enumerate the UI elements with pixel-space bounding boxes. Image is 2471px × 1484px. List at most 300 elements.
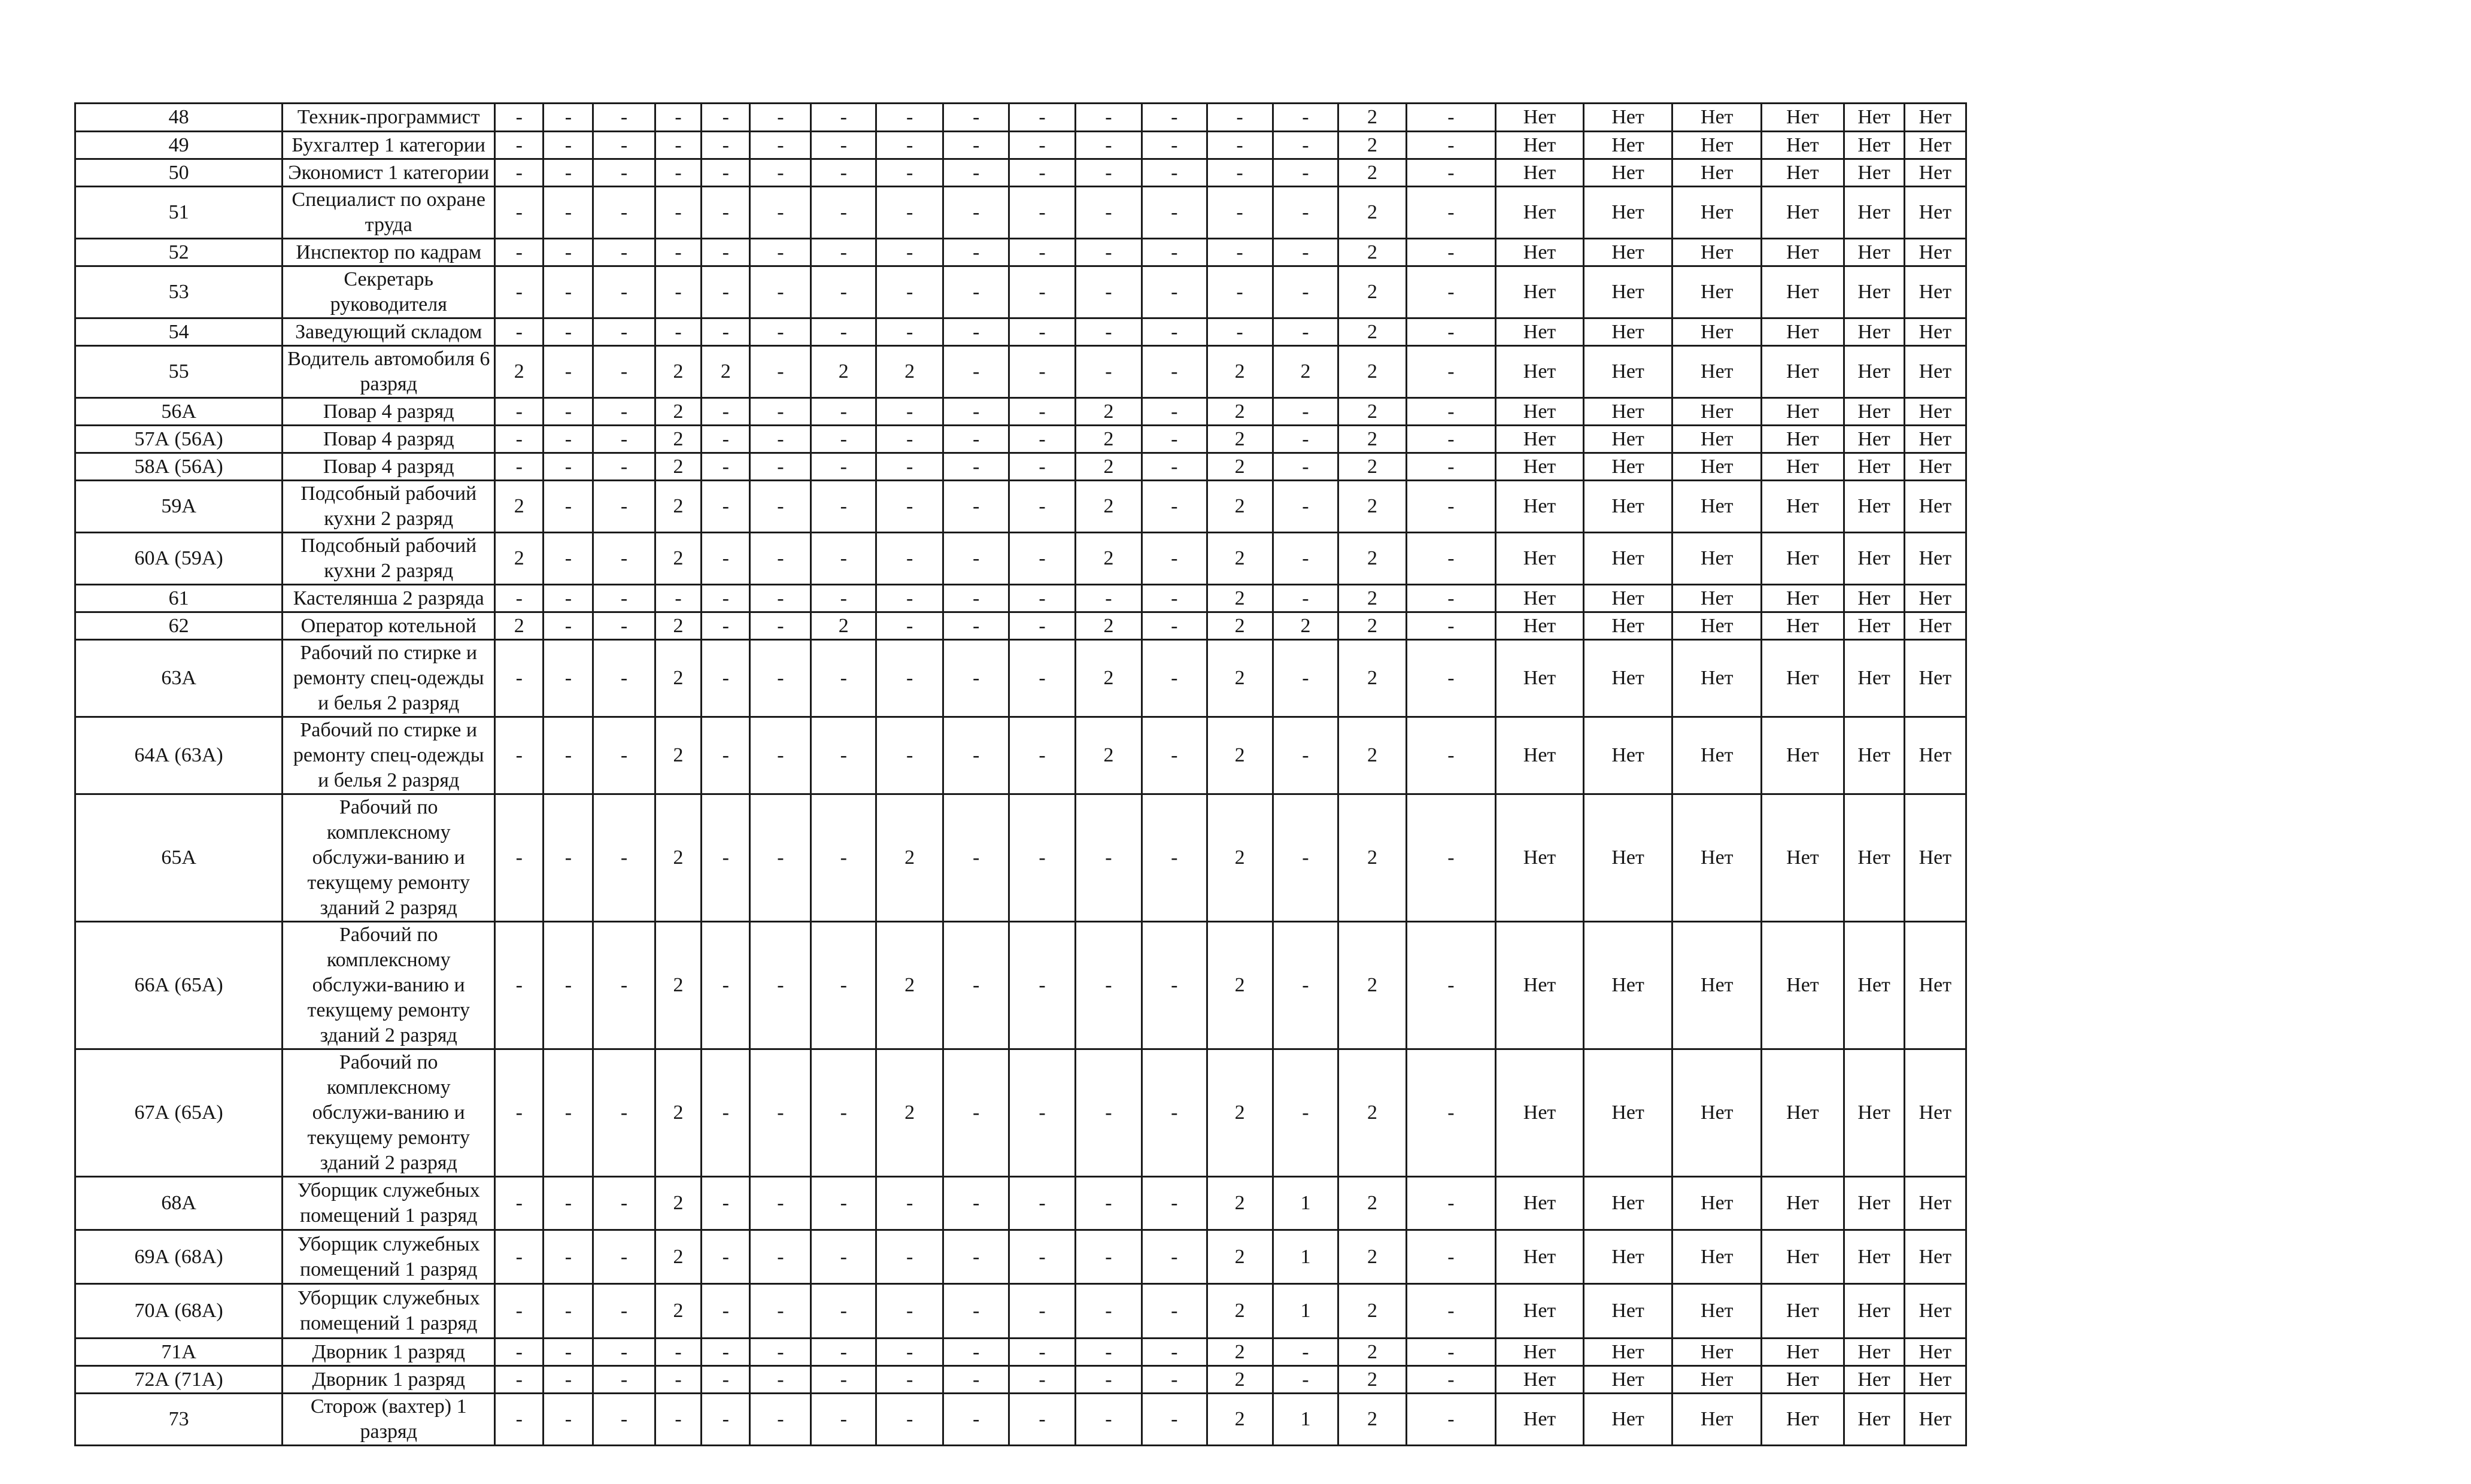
factor-class-cell: - [1207,318,1273,346]
factor-class-cell: - [1406,717,1496,794]
guarantee-cell: Нет [1762,453,1844,481]
guarantee-cell: Нет [1762,266,1844,318]
guarantee-cell: Нет [1762,612,1844,640]
factor-class-cell: 2 [1338,187,1406,239]
factor-class-cell: - [702,159,750,187]
guarantee-cell: Нет [1496,481,1583,533]
guarantee-cell: Нет [1904,426,1966,453]
guarantee-cell: Нет [1844,533,1904,585]
factor-class-cell: - [593,1177,655,1230]
factor-class-cell: 2 [495,612,544,640]
guarantee-cell: Нет [1762,640,1844,717]
guarantee-cell: Нет [1904,398,1966,426]
factor-class-cell: - [1009,717,1076,794]
factor-class-cell: 2 [811,612,876,640]
guarantee-cell: Нет [1672,481,1762,533]
factor-class-cell: - [811,533,876,585]
row-number-cell: 61 [75,585,283,612]
guarantee-cell: Нет [1583,1230,1672,1284]
factor-class-cell: - [876,717,943,794]
factor-class-cell: 2 [655,1049,702,1177]
factor-class-cell: - [1207,132,1273,159]
guarantee-cell: Нет [1844,1284,1904,1339]
guarantee-cell: Нет [1672,612,1762,640]
factor-class-cell: - [750,239,811,266]
factor-class-cell: - [876,1284,943,1339]
factor-class-cell: - [655,1394,702,1446]
guarantee-cell: Нет [1583,266,1672,318]
guarantee-cell: Нет [1904,922,1966,1049]
factor-class-cell: 2 [1338,922,1406,1049]
factor-class-cell: - [943,585,1009,612]
factor-class-cell: - [593,132,655,159]
factor-class-cell: - [1075,585,1142,612]
factor-class-cell: - [943,1339,1009,1366]
factor-class-cell: 2 [1207,1230,1273,1284]
factor-class-cell: - [943,922,1009,1049]
factor-class-cell: - [1075,159,1142,187]
guarantee-cell: Нет [1583,640,1672,717]
factor-class-cell: - [655,239,702,266]
position-name-cell: Рабочий по комплексному обслужи-ванию и текущему ремонту зданий 2 разряд [283,1049,495,1177]
row-number-cell: 60А (59А) [75,533,283,585]
factor-class-cell: - [1207,266,1273,318]
factor-class-cell: - [943,453,1009,481]
factor-class-cell: - [702,266,750,318]
factor-class-cell: - [495,640,544,717]
factor-class-cell: - [1075,1230,1142,1284]
factor-class-cell: - [876,318,943,346]
factor-class-cell: - [876,266,943,318]
factor-class-cell: 2 [1207,1366,1273,1394]
factor-class-cell: - [702,1394,750,1446]
guarantee-cell: Нет [1672,318,1762,346]
row-number-cell: 50 [75,159,283,187]
factor-class-cell: - [593,426,655,453]
factor-class-cell: - [811,187,876,239]
factor-class-cell: - [1075,318,1142,346]
factor-class-cell: - [702,717,750,794]
factor-class-cell: - [702,104,750,132]
factor-class-cell: - [943,318,1009,346]
factor-class-cell: - [1406,585,1496,612]
factor-class-cell: - [876,1177,943,1230]
factor-class-cell: - [1142,794,1207,922]
position-name-cell: Техник-программист [283,104,495,132]
guarantee-cell: Нет [1904,1394,1966,1446]
factor-class-cell: - [876,398,943,426]
factor-class-cell: - [1273,794,1338,922]
factor-class-cell: - [1406,346,1496,398]
guarantee-cell: Нет [1672,1049,1762,1177]
factor-class-cell: - [702,922,750,1049]
factor-class-cell: 2 [1207,426,1273,453]
guarantee-cell: Нет [1672,1284,1762,1339]
guarantee-cell: Нет [1844,426,1904,453]
factor-class-cell: - [943,1230,1009,1284]
factor-class-cell: - [1009,1284,1076,1339]
factor-class-cell: - [702,132,750,159]
row-number-cell: 49 [75,132,283,159]
factor-class-cell: - [655,1339,702,1366]
factor-class-cell: - [1207,104,1273,132]
factor-class-cell: - [495,266,544,318]
guarantee-cell: Нет [1496,794,1583,922]
factor-class-cell: - [1273,640,1338,717]
factor-class-cell: 2 [495,533,544,585]
factor-class-cell: - [544,1284,593,1339]
guarantee-cell: Нет [1583,318,1672,346]
factor-class-cell: - [1406,922,1496,1049]
factor-class-cell: - [593,266,655,318]
position-name-cell: Уборщик служебных помещений 1 разряд [283,1177,495,1230]
factor-class-cell: - [1009,1230,1076,1284]
factor-class-cell: - [593,1049,655,1177]
guarantee-cell: Нет [1904,612,1966,640]
factor-class-cell: 2 [1338,717,1406,794]
factor-class-cell: 2 [1207,717,1273,794]
factor-class-cell: - [1406,794,1496,922]
factor-class-cell: - [1009,640,1076,717]
factor-class-cell: - [544,453,593,481]
guarantee-cell: Нет [1496,318,1583,346]
guarantee-cell: Нет [1583,159,1672,187]
factor-class-cell: - [702,453,750,481]
guarantee-cell: Нет [1672,1230,1762,1284]
factor-class-cell: 2 [655,1177,702,1230]
guarantee-cell: Нет [1904,159,1966,187]
factor-class-cell: - [943,1284,1009,1339]
guarantee-cell: Нет [1583,1049,1672,1177]
factor-class-cell: - [811,318,876,346]
factor-class-cell: - [811,453,876,481]
factor-class-cell: - [943,1394,1009,1446]
factor-class-cell: - [750,717,811,794]
factor-class-cell: - [1142,1230,1207,1284]
factor-class-cell: - [1273,104,1338,132]
guarantee-cell: Нет [1904,717,1966,794]
factor-class-cell: - [943,533,1009,585]
factor-class-cell: - [1406,426,1496,453]
factor-class-cell: - [1273,187,1338,239]
factor-class-cell: - [544,585,593,612]
guarantee-cell: Нет [1762,159,1844,187]
factor-class-cell: - [943,612,1009,640]
factor-class-cell: - [495,922,544,1049]
factor-class-cell: 2 [1075,481,1142,533]
factor-class-cell: 2 [1075,612,1142,640]
factor-class-cell: - [1406,640,1496,717]
table-row [75,612,1966,640]
guarantee-cell: Нет [1762,426,1844,453]
factor-class-cell: - [702,612,750,640]
factor-class-cell: - [593,585,655,612]
factor-class-cell: - [750,453,811,481]
factor-class-cell: - [876,612,943,640]
factor-class-cell: - [1406,132,1496,159]
guarantee-cell: Нет [1904,1230,1966,1284]
factor-class-cell: - [1142,239,1207,266]
factor-class-cell: - [593,612,655,640]
table-row [75,585,1966,612]
factor-class-cell: 2 [1338,1366,1406,1394]
factor-class-cell: - [750,398,811,426]
guarantee-cell: Нет [1672,346,1762,398]
row-number-cell: 72А (71А) [75,1366,283,1394]
factor-class-cell: - [811,922,876,1049]
factor-class-cell: - [1273,481,1338,533]
factor-class-cell: - [702,640,750,717]
factor-class-cell: - [593,1366,655,1394]
factor-class-cell: - [1075,1049,1142,1177]
factor-class-cell: - [876,1394,943,1446]
factor-class-cell: - [1009,346,1076,398]
guarantee-cell: Нет [1672,922,1762,1049]
factor-class-cell: - [1406,612,1496,640]
factor-class-cell: - [1406,1339,1496,1366]
factor-class-cell: - [750,585,811,612]
guarantee-cell: Нет [1496,132,1583,159]
factor-class-cell: 2 [1207,453,1273,481]
position-name-cell: Оператор котельной [283,612,495,640]
guarantee-cell: Нет [1844,481,1904,533]
guarantee-cell: Нет [1762,132,1844,159]
guarantee-cell: Нет [1583,481,1672,533]
position-name-cell: Уборщик служебных помещений 1 разряд [283,1230,495,1284]
table-row [75,1284,1966,1339]
guarantee-cell: Нет [1762,346,1844,398]
guarantee-cell: Нет [1844,187,1904,239]
position-name-cell: Рабочий по комплексному обслужи-ванию и текущему ремонту зданий 2 разряд [283,794,495,922]
factor-class-cell: - [655,266,702,318]
position-name-cell: Секретарь руководителя [283,266,495,318]
guarantee-cell: Нет [1672,266,1762,318]
guarantee-cell: Нет [1904,585,1966,612]
factor-class-cell: - [544,1049,593,1177]
factor-class-cell: - [495,132,544,159]
guarantee-cell: Нет [1904,1366,1966,1394]
factor-class-cell: - [1142,922,1207,1049]
factor-class-cell: - [495,1284,544,1339]
position-name-cell: Кастелянша 2 разряда [283,585,495,612]
factor-class-cell: - [593,398,655,426]
factor-class-cell: 2 [1338,1394,1406,1446]
guarantee-cell: Нет [1672,533,1762,585]
factor-class-cell: - [1207,187,1273,239]
row-number-cell: 53 [75,266,283,318]
table-row [75,453,1966,481]
position-name-cell: Экономист 1 категории [283,159,495,187]
table-row [75,398,1966,426]
factor-class-cell: - [811,1394,876,1446]
factor-class-cell: 2 [1207,346,1273,398]
factor-class-cell: 2 [811,346,876,398]
factor-class-cell: - [750,104,811,132]
factor-class-cell: - [1075,1394,1142,1446]
guarantee-cell: Нет [1762,922,1844,1049]
guarantee-cell: Нет [1583,346,1672,398]
factor-class-cell: - [702,426,750,453]
factor-class-cell: 2 [702,346,750,398]
guarantee-cell: Нет [1904,104,1966,132]
guarantee-cell: Нет [1844,612,1904,640]
factor-class-cell: - [1009,398,1076,426]
factor-class-cell: - [544,717,593,794]
factor-class-cell: - [593,104,655,132]
row-number-cell: 56А [75,398,283,426]
factor-class-cell: 2 [655,922,702,1049]
guarantee-cell: Нет [1583,1366,1672,1394]
factor-class-cell: 2 [1338,612,1406,640]
factor-class-cell: - [876,104,943,132]
factor-class-cell: - [544,318,593,346]
factor-class-cell: - [1075,187,1142,239]
guarantee-cell: Нет [1762,1177,1844,1230]
factor-class-cell: - [1009,533,1076,585]
factor-class-cell: - [593,922,655,1049]
table-row [75,318,1966,346]
factor-class-cell: - [702,1339,750,1366]
factor-class-cell: - [495,239,544,266]
guarantee-cell: Нет [1496,1230,1583,1284]
guarantee-cell: Нет [1496,159,1583,187]
factor-class-cell: - [811,794,876,922]
factor-class-cell: - [1009,266,1076,318]
table-row [75,104,1966,132]
factor-class-cell: - [1273,922,1338,1049]
guarantee-cell: Нет [1672,132,1762,159]
factor-class-cell: 2 [1338,640,1406,717]
guarantee-cell: Нет [1496,1177,1583,1230]
row-number-cell: 68А [75,1177,283,1230]
position-name-cell: Бухгалтер 1 категории [283,132,495,159]
factor-class-cell: - [1406,481,1496,533]
table-body [75,104,1966,1446]
table-row [75,640,1966,717]
position-name-cell: Повар 4 разряд [283,453,495,481]
factor-class-cell: - [876,585,943,612]
factor-class-cell: - [811,426,876,453]
factor-class-cell: 2 [876,1049,943,1177]
row-number-cell: 67А (65А) [75,1049,283,1177]
row-number-cell: 66А (65А) [75,922,283,1049]
factor-class-cell: 2 [655,398,702,426]
factor-class-cell: - [593,640,655,717]
factor-class-cell: - [1273,239,1338,266]
factor-class-cell: 2 [1338,266,1406,318]
guarantee-cell: Нет [1844,1049,1904,1177]
factor-class-cell: - [593,1284,655,1339]
factor-class-cell: - [943,1049,1009,1177]
factor-class-cell: - [1075,1339,1142,1366]
row-number-cell: 62 [75,612,283,640]
factor-class-cell: - [1142,585,1207,612]
guarantee-cell: Нет [1904,453,1966,481]
guarantee-cell: Нет [1762,1284,1844,1339]
factor-class-cell: - [544,612,593,640]
guarantee-cell: Нет [1844,1177,1904,1230]
factor-class-cell: - [943,426,1009,453]
factor-class-cell: - [1009,481,1076,533]
factor-class-cell: - [1142,346,1207,398]
factor-class-cell: - [1406,1049,1496,1177]
factor-class-cell: - [495,1049,544,1177]
guarantee-cell: Нет [1844,1230,1904,1284]
guarantee-cell: Нет [1496,104,1583,132]
factor-class-cell: - [876,1230,943,1284]
factor-class-cell: - [811,717,876,794]
factor-class-cell: 2 [1338,159,1406,187]
row-number-cell: 48 [75,104,283,132]
factor-class-cell: - [1009,318,1076,346]
position-name-cell: Рабочий по стирке и ремонту спец-одежды и белья 2 разряд [283,717,495,794]
guarantee-cell: Нет [1583,453,1672,481]
factor-class-cell: - [750,426,811,453]
factor-class-cell: 2 [655,481,702,533]
guarantee-cell: Нет [1762,398,1844,426]
guarantee-cell: Нет [1672,398,1762,426]
guarantee-cell: Нет [1496,612,1583,640]
factor-class-cell: - [544,239,593,266]
factor-class-cell: 2 [1273,346,1338,398]
factor-class-cell: - [1273,585,1338,612]
factor-class-cell: - [544,104,593,132]
factor-class-cell: - [1273,1339,1338,1366]
factor-class-cell: - [495,717,544,794]
factor-class-cell: - [811,1230,876,1284]
guarantee-cell: Нет [1762,481,1844,533]
factor-class-cell: - [1406,159,1496,187]
factor-class-cell: - [1406,104,1496,132]
guarantee-cell: Нет [1904,794,1966,922]
factor-class-cell: - [1142,1049,1207,1177]
factor-class-cell: - [655,187,702,239]
guarantee-cell: Нет [1496,239,1583,266]
factor-class-cell: - [811,104,876,132]
table-row [75,266,1966,318]
factor-class-cell: 2 [1207,585,1273,612]
guarantee-cell: Нет [1496,1339,1583,1366]
factor-class-cell: - [811,159,876,187]
position-name-cell: Водитель автомобиля 6 разряд [283,346,495,398]
factor-class-cell: - [1273,1049,1338,1177]
row-number-cell: 57А (56А) [75,426,283,453]
factor-class-cell: 2 [655,453,702,481]
factor-class-cell: - [1142,533,1207,585]
factor-class-cell: - [1009,159,1076,187]
guarantee-cell: Нет [1496,533,1583,585]
guarantee-cell: Нет [1583,585,1672,612]
factor-class-cell: - [943,794,1009,922]
factor-class-cell: - [943,159,1009,187]
factor-class-cell: 2 [1338,1230,1406,1284]
row-number-cell: 58А (56А) [75,453,283,481]
factor-class-cell: - [544,1230,593,1284]
factor-class-cell: 2 [655,717,702,794]
factor-class-cell: - [495,318,544,346]
factor-class-cell: 2 [655,1230,702,1284]
guarantee-cell: Нет [1904,640,1966,717]
factor-class-cell: - [1009,453,1076,481]
factor-class-cell: - [750,132,811,159]
factor-class-cell: - [1406,1230,1496,1284]
factor-class-cell: - [750,1394,811,1446]
factor-class-cell: - [1207,159,1273,187]
factor-class-cell: - [1406,1366,1496,1394]
factor-class-cell: 2 [876,922,943,1049]
factor-class-cell: - [811,585,876,612]
factor-class-cell: - [702,318,750,346]
